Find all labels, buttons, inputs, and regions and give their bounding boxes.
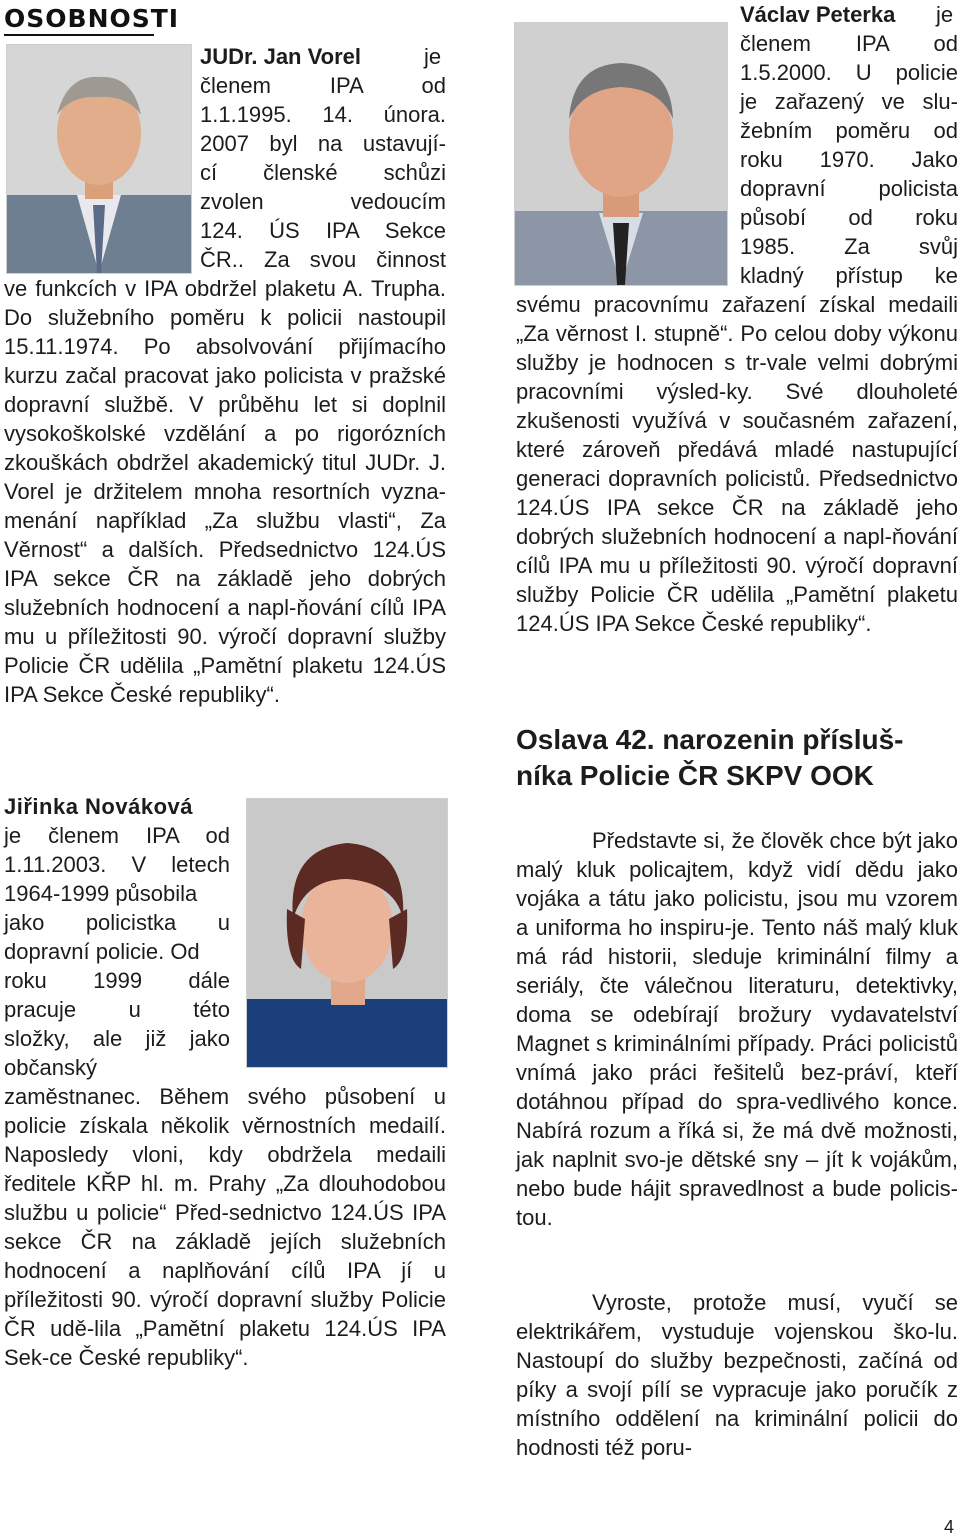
novakova-line: složky, ale již jako bbox=[4, 1026, 230, 1051]
peterka-line: žebním poměru od bbox=[740, 118, 958, 143]
vorel-line: 2007 byl na ustavují- bbox=[200, 131, 446, 156]
vorel-line: členem IPA od bbox=[200, 73, 446, 98]
peterka-line: působí od roku bbox=[740, 205, 958, 230]
peterka-line: roku 1970. Jako bbox=[740, 147, 958, 172]
peterka-line: kladný přístup ke bbox=[740, 263, 958, 288]
novakova-line: jako policistka u bbox=[4, 910, 230, 935]
novakova-line: roku 1999 dále bbox=[4, 968, 230, 993]
vorel-line: zvolen vedoucím bbox=[200, 189, 446, 214]
page-number: 4 bbox=[943, 1517, 954, 1537]
article-paragraph-2: Vyroste, protože musí, vyučí se elektrikářem, vystuduje vojenskou ško-lu. Nastoupí do služby bezpečnosti, začíná od píky a svojí pílí se vypracuje jako poručík z místního oddělení na kriminální policii do hodnosti též poru- bbox=[516, 1290, 958, 1460]
peterka-body: svému pracovnímu zařazení získal medaili „Za věrnost I. stupně“. Po celou doby výkonu služby je hodnocen s tr-vale velmi dobrými pracovními výsled-ky. Své dlouholeté zkušenosti využívá v současném zařazení, které zároveň předává mladé nastupující generaci dopravních policistů. Předsednictvo 124.ÚS IPA sekce ČR na základě jeho dobrých služebních hodnocení a napl-ňování cílů IPA mu u příležitosti 90. výročí dopravní služby Policie ČR udělila „Pamětní plaketu 124.ÚS IPA Sekce České republiky“. bbox=[516, 292, 958, 636]
vorel-body: ve funkcích v IPA obdržel plaketu A. Trupha. Do služebního poměru k policii nastoupil 15.11.1974. Po absolvování přijímacího kurzu začal pracovat jako policista v pražské dopravní službě. V průběhu let si doplnil vysokoškolské vzdělání a po rigorózních zkouškách obdržel akademický titul JUDr. J. Vorel je držitelem mnoha resortních vyzna-menání například „Za službu vlasti“, Za Věrnost“ a dalších. Předsednictvo 124.ÚS IPA sekce ČR na základě jeho dobrých služebních hodnocení a napl-ňování cílů IPA mu u příležitosti 90. výročí dopravní služby Policie ČR udělila „Pamětní plaketu 124.ÚS IPA Sekce České republiky“. bbox=[4, 276, 446, 707]
novakova-body: zaměstnanec. Během svého působení u policie získala několik věrnostních medailí. Naposledy vloni, kdy obdržela medaili ředitele KŘP hl. m. Prahy „Za dlouhodobou službu u policie“ Před-sednictvo 124.ÚS IPA sekce ČR na základě jejích služebních hodnocení a naplňování cílů IPA jí u příležitosti 90. výročí dopravní služby Policie ČR udě-lila „Pamětní plaketu 124.ÚS IPA Sek-ce České republiky“. bbox=[4, 1084, 446, 1370]
article-title-line1: Oslava 42. narozenin přísluš- bbox=[516, 724, 904, 755]
novakova-name: Jiřinka Nováková bbox=[4, 794, 193, 819]
section-title: OSOBNOSTI bbox=[4, 4, 180, 33]
vorel-line: je bbox=[424, 44, 442, 69]
section-title-underline bbox=[4, 34, 154, 36]
novakova-line: dopravní policie. Od bbox=[4, 939, 200, 964]
novakova-line: je členem IPA od bbox=[4, 823, 230, 848]
novakova-line: 1.11.2003. V letech bbox=[4, 852, 230, 877]
peterka-line: 1985. Za svůj bbox=[740, 234, 958, 259]
vorel-photo bbox=[6, 44, 192, 274]
peterka-line: je bbox=[936, 2, 954, 27]
article-title-line2: níka Policie ČR SKPV OOK bbox=[516, 760, 874, 791]
vorel-line: 124. ÚS IPA Sekce bbox=[200, 218, 446, 243]
peterka-name: Václav Peterka bbox=[740, 2, 896, 27]
peterka-line: členem IPA od bbox=[740, 31, 958, 56]
peterka-line: je zařazený ve slu- bbox=[740, 89, 958, 114]
article-paragraph-1: Představte si, že člověk chce být jako malý kluk policajtem, když vidí dědu jako vojáka a tátu jako policistu, jsou mu vzorem a uniforma ho inspiru-je. Tento náš malý kluk má rád historii, sleduje kriminální filmy a seriály, čte válečnou literaturu, detektivky, doma se odebírají brožury vydavatelství Magnet s kriminálními případy. Práci policistů vnímá jako práci řešitelů bez-práví, kteří dotáhnou případ do spra-vedlivého konce. Nabírá rozum a říká si, že má dvě možnosti, jak naplnit svo-je dětské sny – jít k vojákům, nebo bude hájit spravedlnost a bude policis-tou. bbox=[516, 828, 958, 1230]
peterka-photo bbox=[514, 22, 728, 286]
novakova-line: 1964-1999 působila bbox=[4, 881, 198, 906]
novakova-line: občanský bbox=[4, 1055, 97, 1080]
vorel-name: JUDr. Jan Vorel bbox=[200, 44, 361, 69]
novakova-line: pracuje u této bbox=[4, 997, 230, 1022]
peterka-line: 1.5.2000. U policie bbox=[740, 60, 958, 85]
vorel-line: cí členské schůzi bbox=[200, 160, 446, 185]
vorel-line: ČR.. Za svou činnost bbox=[200, 247, 446, 272]
novakova-photo bbox=[246, 798, 448, 1068]
peterka-line: dopravní policista bbox=[740, 176, 958, 201]
vorel-line: 1.1.1995. 14. února. bbox=[200, 102, 446, 127]
